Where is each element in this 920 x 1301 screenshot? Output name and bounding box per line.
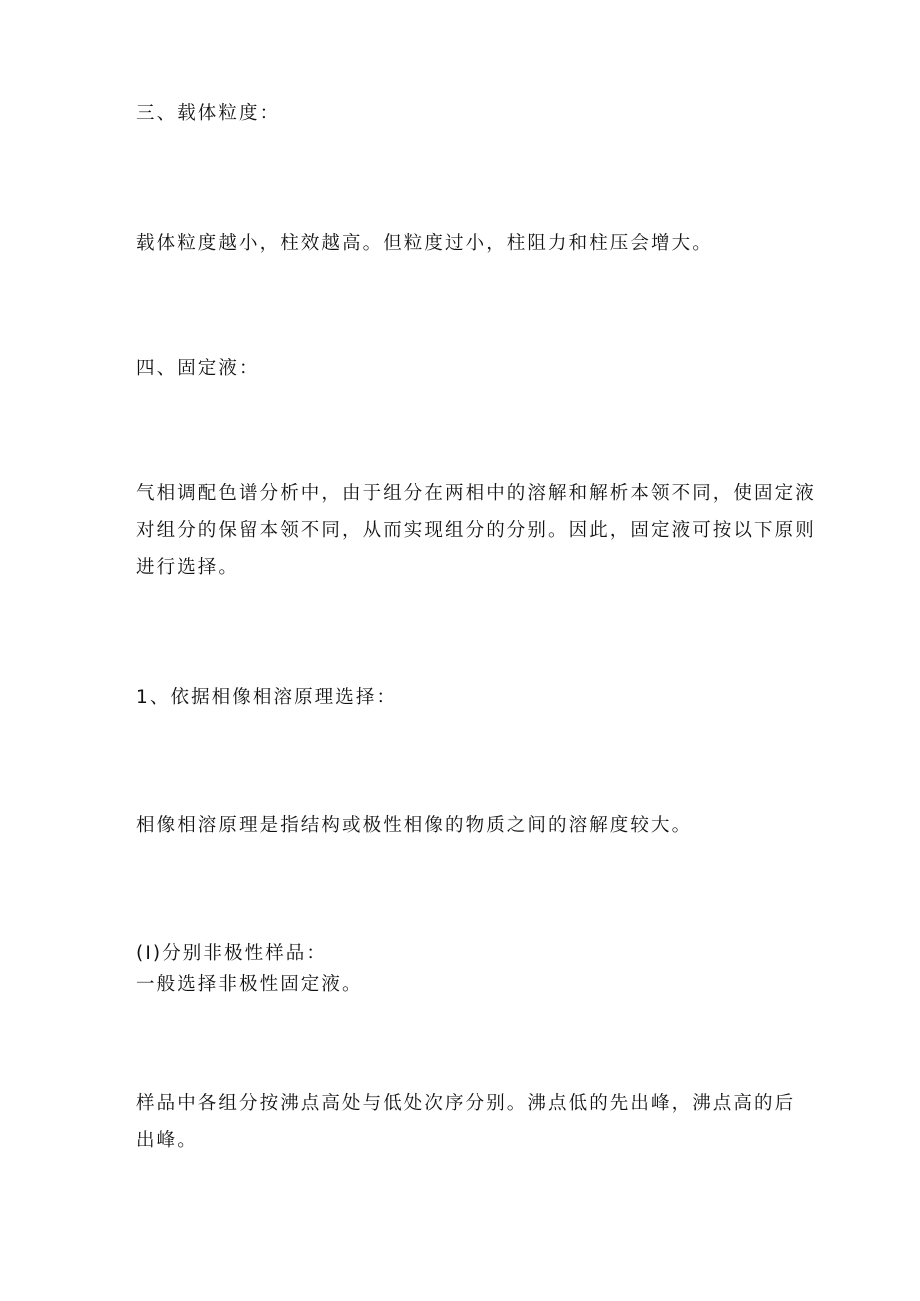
paragraph-line: 出峰。 (136, 1130, 198, 1151)
paragraph-line: 进行选择。 (136, 557, 240, 578)
paragraph-fixed-liquid (136, 475, 816, 586)
paragraph-line: 样品中各组分按沸点高处与低处次序分别。沸点低的先出峰，沸点高的后 (136, 1093, 796, 1114)
nonpolar-sample-block (136, 938, 796, 1000)
paragraph-carrier-size: 载体粒度越小，柱效越高。但粒度过小，柱阻力和柱压会增大。 (136, 233, 713, 254)
nonpolar-heading: (I)分别非极性样品： (136, 943, 327, 964)
paragraph-line: 气相调配色谱分析中，由于组分在两相中的溶解和解析本领不同，使固定液 (136, 483, 816, 504)
section-heading-carrier-size: 三、载体粒度： (136, 103, 281, 124)
subheading-similarity-principle: 1、依据相像相溶原理选择： (136, 687, 398, 708)
nonpolar-line: 一般选择非极性固定液。 (136, 974, 363, 995)
paragraph-line: 对组分的保留本领不同，从而实现组分的分别。因此，固定液可按以下原则 (136, 520, 816, 541)
paragraph-boiling-order (136, 1085, 796, 1159)
section-heading-fixed-liquid: 四、固定液： (136, 358, 260, 379)
paragraph-similarity-principle: 相像相溶原理是指结构或极性相像的物质之间的溶解度较大。 (136, 815, 693, 836)
